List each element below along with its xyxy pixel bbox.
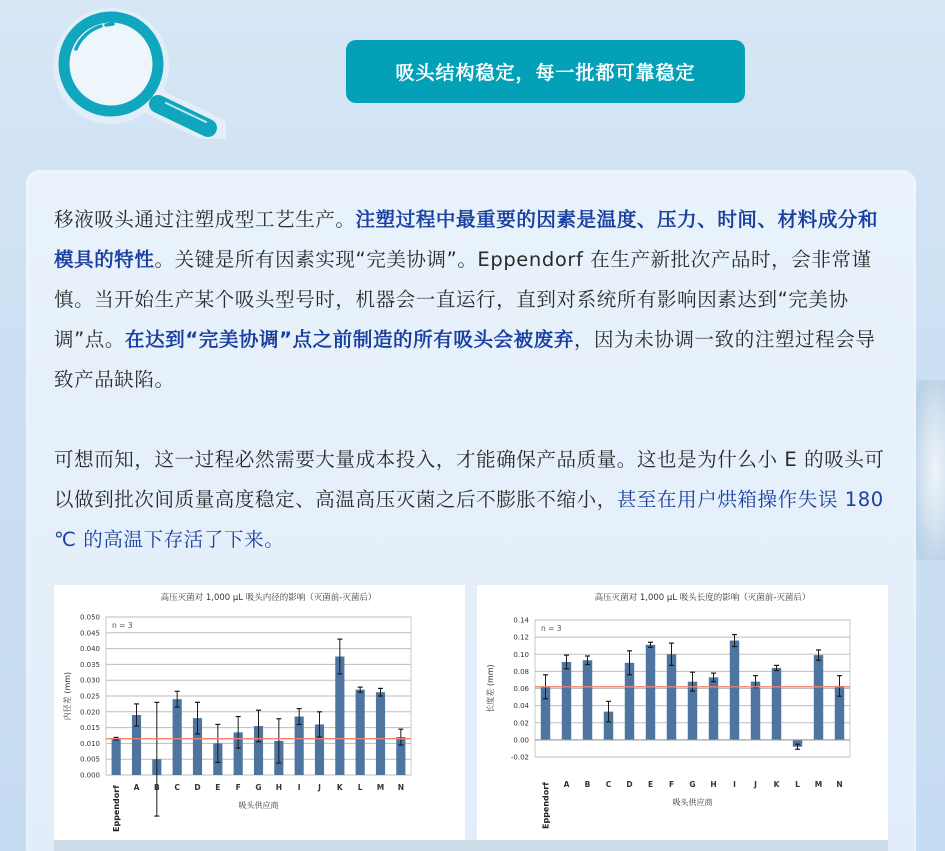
x-tick-label: M xyxy=(376,783,385,792)
x-tick-label: Eppendorf xyxy=(112,785,122,832)
chart-title: 高压灭菌对 1,000 μL 吸头内径的影响（灭菌前-灭菌后） xyxy=(160,593,377,603)
charts-row xyxy=(54,585,888,851)
section-title: 吸头结构稳定，每一批都可靠稳定 xyxy=(346,40,745,103)
y-tick-label: -0.02 xyxy=(510,753,529,762)
y-tick-label: 0.035 xyxy=(79,660,100,669)
x-tick-label: E xyxy=(215,783,221,792)
y-tick-label: 0.000 xyxy=(79,771,100,780)
x-tick-label: C xyxy=(605,780,612,789)
y-tick-label: 0.015 xyxy=(79,724,100,733)
chart-annotation: n = 3 xyxy=(541,624,562,633)
y-tick-label: 0.02 xyxy=(513,719,529,728)
text-segment: 移液吸头通过注塑成型工艺生产。 xyxy=(54,208,356,231)
y-axis-label: 长度差 (mm) xyxy=(486,664,495,713)
bar xyxy=(730,641,739,740)
paragraph-quality-cost xyxy=(54,440,894,560)
x-tick-label: A xyxy=(133,783,140,792)
x-tick-label: C xyxy=(174,783,180,792)
highlight-text: 在达到“完美协调”点之前制造的所有吸头会被废弃 xyxy=(125,328,574,351)
x-tick-label: I xyxy=(733,780,736,789)
x-tick-label: B xyxy=(584,780,591,789)
chart-annotation: n = 3 xyxy=(112,621,133,630)
x-tick-label: L xyxy=(357,783,363,792)
bar xyxy=(112,739,121,775)
magnifier-icon xyxy=(46,4,226,139)
x-tick-label: J xyxy=(318,783,321,792)
x-tick-label: G xyxy=(689,780,696,789)
bar xyxy=(562,662,571,740)
y-tick-label: 0.10 xyxy=(513,650,529,659)
x-tick-label: F xyxy=(235,783,241,792)
x-tick-label: D xyxy=(194,783,201,792)
x-tick-label: J xyxy=(754,780,757,789)
x-tick-label: H xyxy=(710,780,717,789)
x-tick-label: I xyxy=(297,783,301,792)
y-tick-label: 0.050 xyxy=(79,613,100,622)
bar xyxy=(772,668,781,740)
x-tick-label: N xyxy=(397,783,404,792)
bar xyxy=(751,682,760,740)
bar-chart-length xyxy=(477,585,888,840)
bar xyxy=(814,655,823,740)
x-tick-label: K xyxy=(773,780,780,789)
text-segment: 可想而知，这一过程必然需要大量成本投入，才能确保产品质量。这也是为什么小 E 的吸头可以做到批次间质量高度稳定、高温高压灭菌之后不膨胀不缩小， xyxy=(54,448,885,511)
x-axis-label: 吸头供应商 xyxy=(238,801,279,810)
paragraph-injection-molding xyxy=(54,200,894,400)
x-tick-label: G xyxy=(255,783,262,792)
x-tick-label: F xyxy=(668,780,675,789)
x-tick-label: Eppendorf xyxy=(541,782,551,829)
blue-text: 甚至在用户烘箱操作失误 180 ℃ 的高温下存活了下来。 xyxy=(54,488,884,551)
chart-inner-diameter xyxy=(54,585,465,840)
y-tick-label: 0.00 xyxy=(513,736,529,745)
bar xyxy=(173,699,182,775)
text-segment: ，因为未协调一致的注塑过程会导致产品缺陷。 xyxy=(54,328,876,391)
content-card xyxy=(26,170,916,851)
y-tick-label: 0.045 xyxy=(79,629,100,638)
bar xyxy=(356,690,365,775)
x-tick-label: E xyxy=(647,780,654,789)
y-tick-label: 0.040 xyxy=(79,645,100,654)
y-axis-label: 内径差 (mm) xyxy=(63,671,72,721)
text-segment: 。关键是所有因素实现“完美协调”。Eppendorf 在生产新批次产品时，会非常谨慎。当开始生产某个吸头型号时，机器会一直运行，直到对系统所有影响因素达到“完美协调”点。 xyxy=(54,248,872,351)
bar xyxy=(646,645,655,740)
x-tick-label: D xyxy=(626,780,633,789)
y-tick-label: 0.08 xyxy=(513,667,529,676)
x-tick-label: L xyxy=(795,780,800,789)
y-tick-label: 0.025 xyxy=(79,692,100,701)
x-tick-label: K xyxy=(336,783,343,792)
y-tick-label: 0.14 xyxy=(513,616,529,625)
x-axis-label: 吸头供应商 xyxy=(672,798,713,807)
bar xyxy=(667,654,676,740)
chart-footer-strip xyxy=(54,840,888,851)
x-tick-label: B xyxy=(153,783,160,792)
x-tick-label: H xyxy=(275,783,282,792)
bar-chart-inner-diameter xyxy=(54,585,465,840)
y-tick-label: 0.12 xyxy=(513,633,529,642)
bar xyxy=(583,660,592,740)
y-tick-label: 0.005 xyxy=(79,755,100,764)
highlight-text: 注塑过程中最重要的因素是温度、压力、时间、材料成分和模具的特性 xyxy=(54,208,879,271)
chart-title: 高压灭菌对 1,000 μL 吸头长度的影响（灭菌前-灭菌后） xyxy=(594,593,811,603)
y-tick-label: 0.010 xyxy=(79,739,100,748)
background-decoration xyxy=(913,380,945,560)
bar xyxy=(295,717,304,775)
bar xyxy=(376,692,385,775)
y-tick-label: 0.030 xyxy=(79,676,100,685)
y-tick-label: 0.04 xyxy=(513,702,529,711)
y-tick-label: 0.06 xyxy=(513,685,529,693)
x-tick-label: N xyxy=(836,780,843,789)
chart-length xyxy=(477,585,888,840)
x-tick-label: A xyxy=(563,780,570,789)
y-tick-label: 0.020 xyxy=(79,708,100,717)
section-header xyxy=(0,0,945,160)
x-tick-label: M xyxy=(814,780,823,789)
